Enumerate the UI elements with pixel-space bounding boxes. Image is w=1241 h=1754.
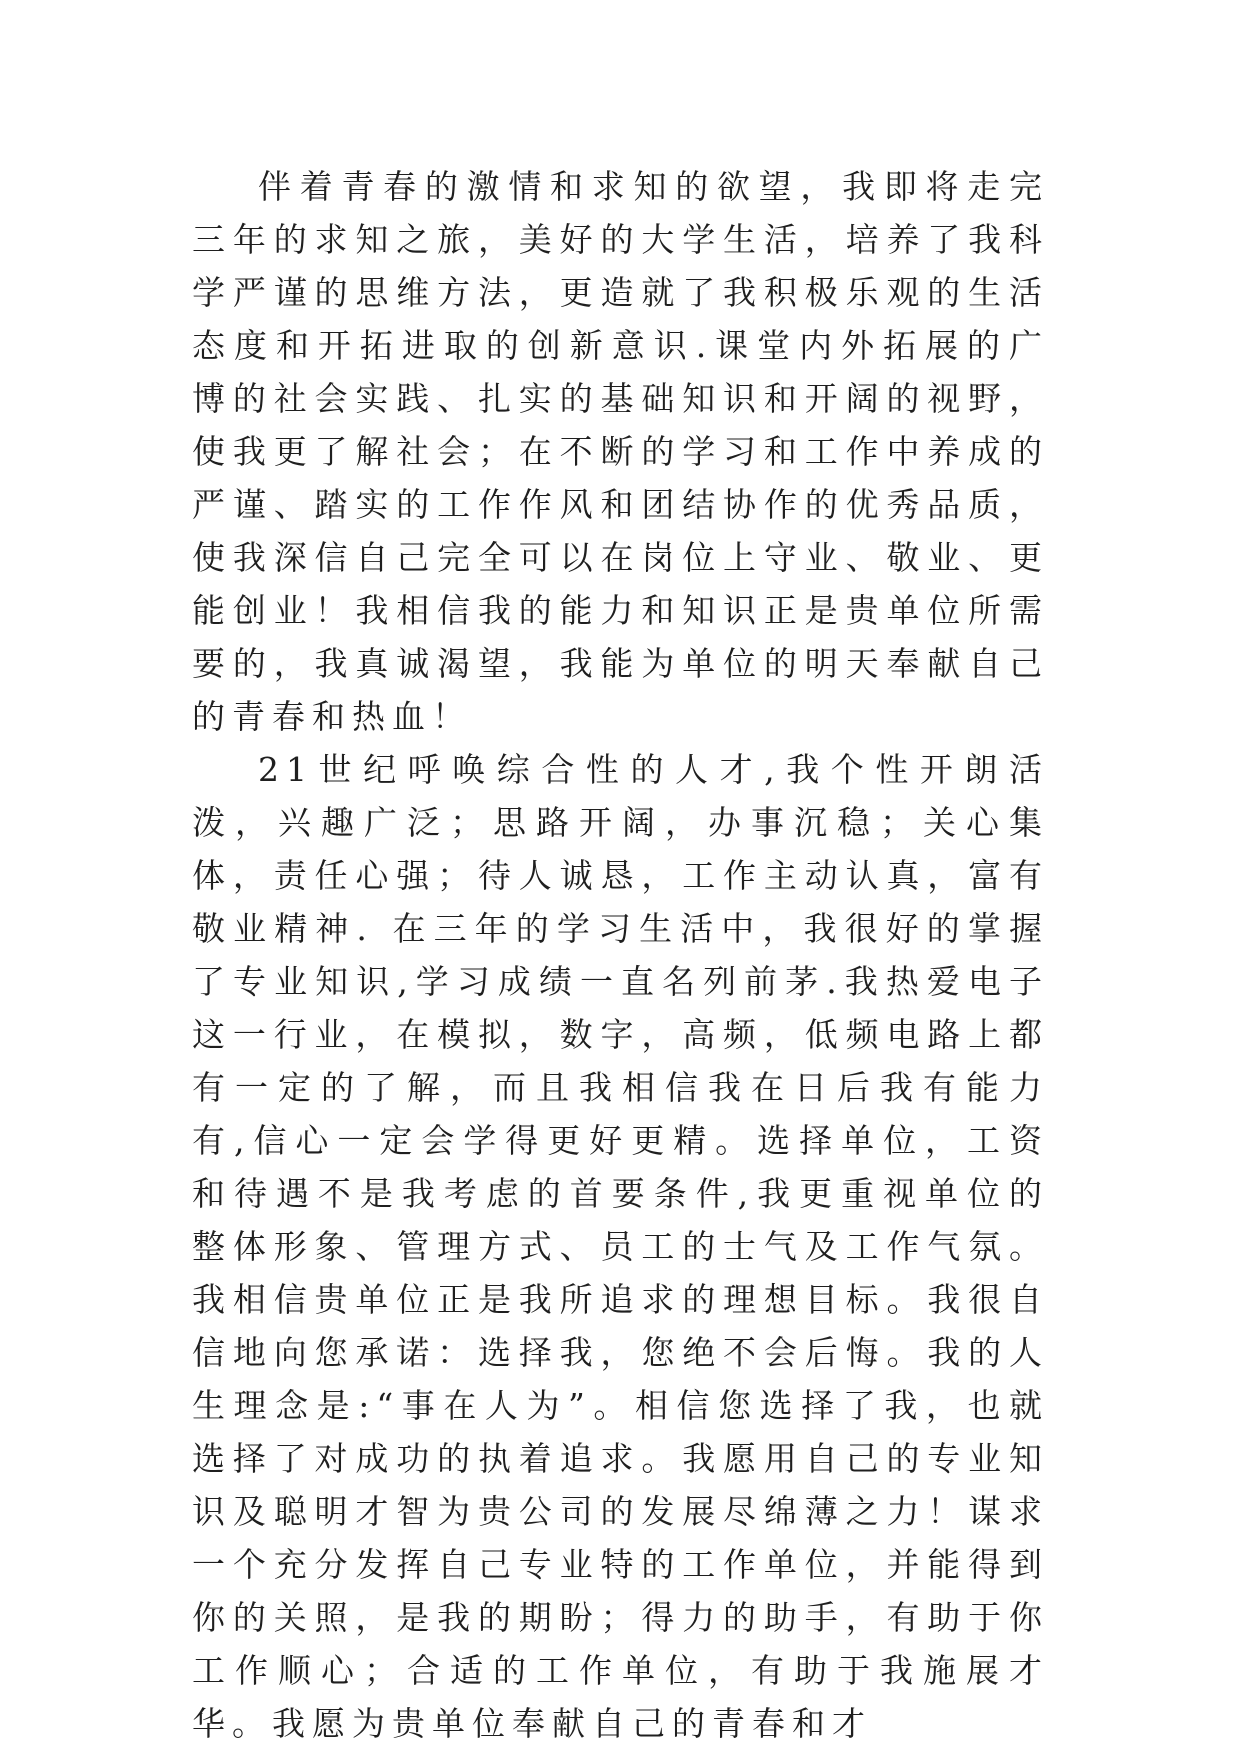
paragraph-1: 伴着青春的激情和求知的欲望，我即将走完三年的求知之旅，美好的大学生活，培养了我科学严谨的思维方法，更造就了我积极乐观的生活态度和开拓进取的创新意识.课堂内外拓展的广博的社会实践、扎实的基础知识和开阔的视野，使我更了解社会；在不断的学习和工作中养成的严谨、踏实的工作作风和团结协作的优秀品质，使我深信自己完全可以在岗位上守业、敬业、更能创业！我相信我的能力和知识正是贵单位所需要的，我真诚渴望，我能为单位的明天奉献自己的青春和热血！: [192, 167, 1049, 736]
paragraph-2: 21世纪呼唤综合性的人才,我个性开朗活泼，兴趣广泛；思路开阔，办事沉稳；关心集体，责任心强；待人诚恳，工作主动认真，富有敬业精神. 在三年的学习生活中，我很好的掌握了专业知识,学习成绩一直名列前茅.我热爱电子这一行业，在模拟，数字，高频，低频电路上都有一定的了解，而且我相信我在日后我有能力有,信心一定会学得更好更精。选择单位，工资和待遇不是我考虑的首要条件,我更重视单位的整体形象、管理方式、员工的士气及工作气氛。我相信贵单位正是我所追求的理想目标。我很自信地向您承诺：选择我，您绝不会后悔。我的人生理念是:“事在人为”。相信您选择了我，也就选择了对成功的执着追求。我愿用自己的专业知识及聪明才智为贵公司的发展尽绵薄之力！谋求一个充分发挥自己专业特的工作单位，并能得到你的关照，是我的期盼；得力的助手，有助于你工作顺心；合适的工作单位，有助于我施展才华。我愿为贵单位奉献自己的青春和才: [192, 750, 1049, 1743]
document-body: [192, 160, 1049, 1750]
